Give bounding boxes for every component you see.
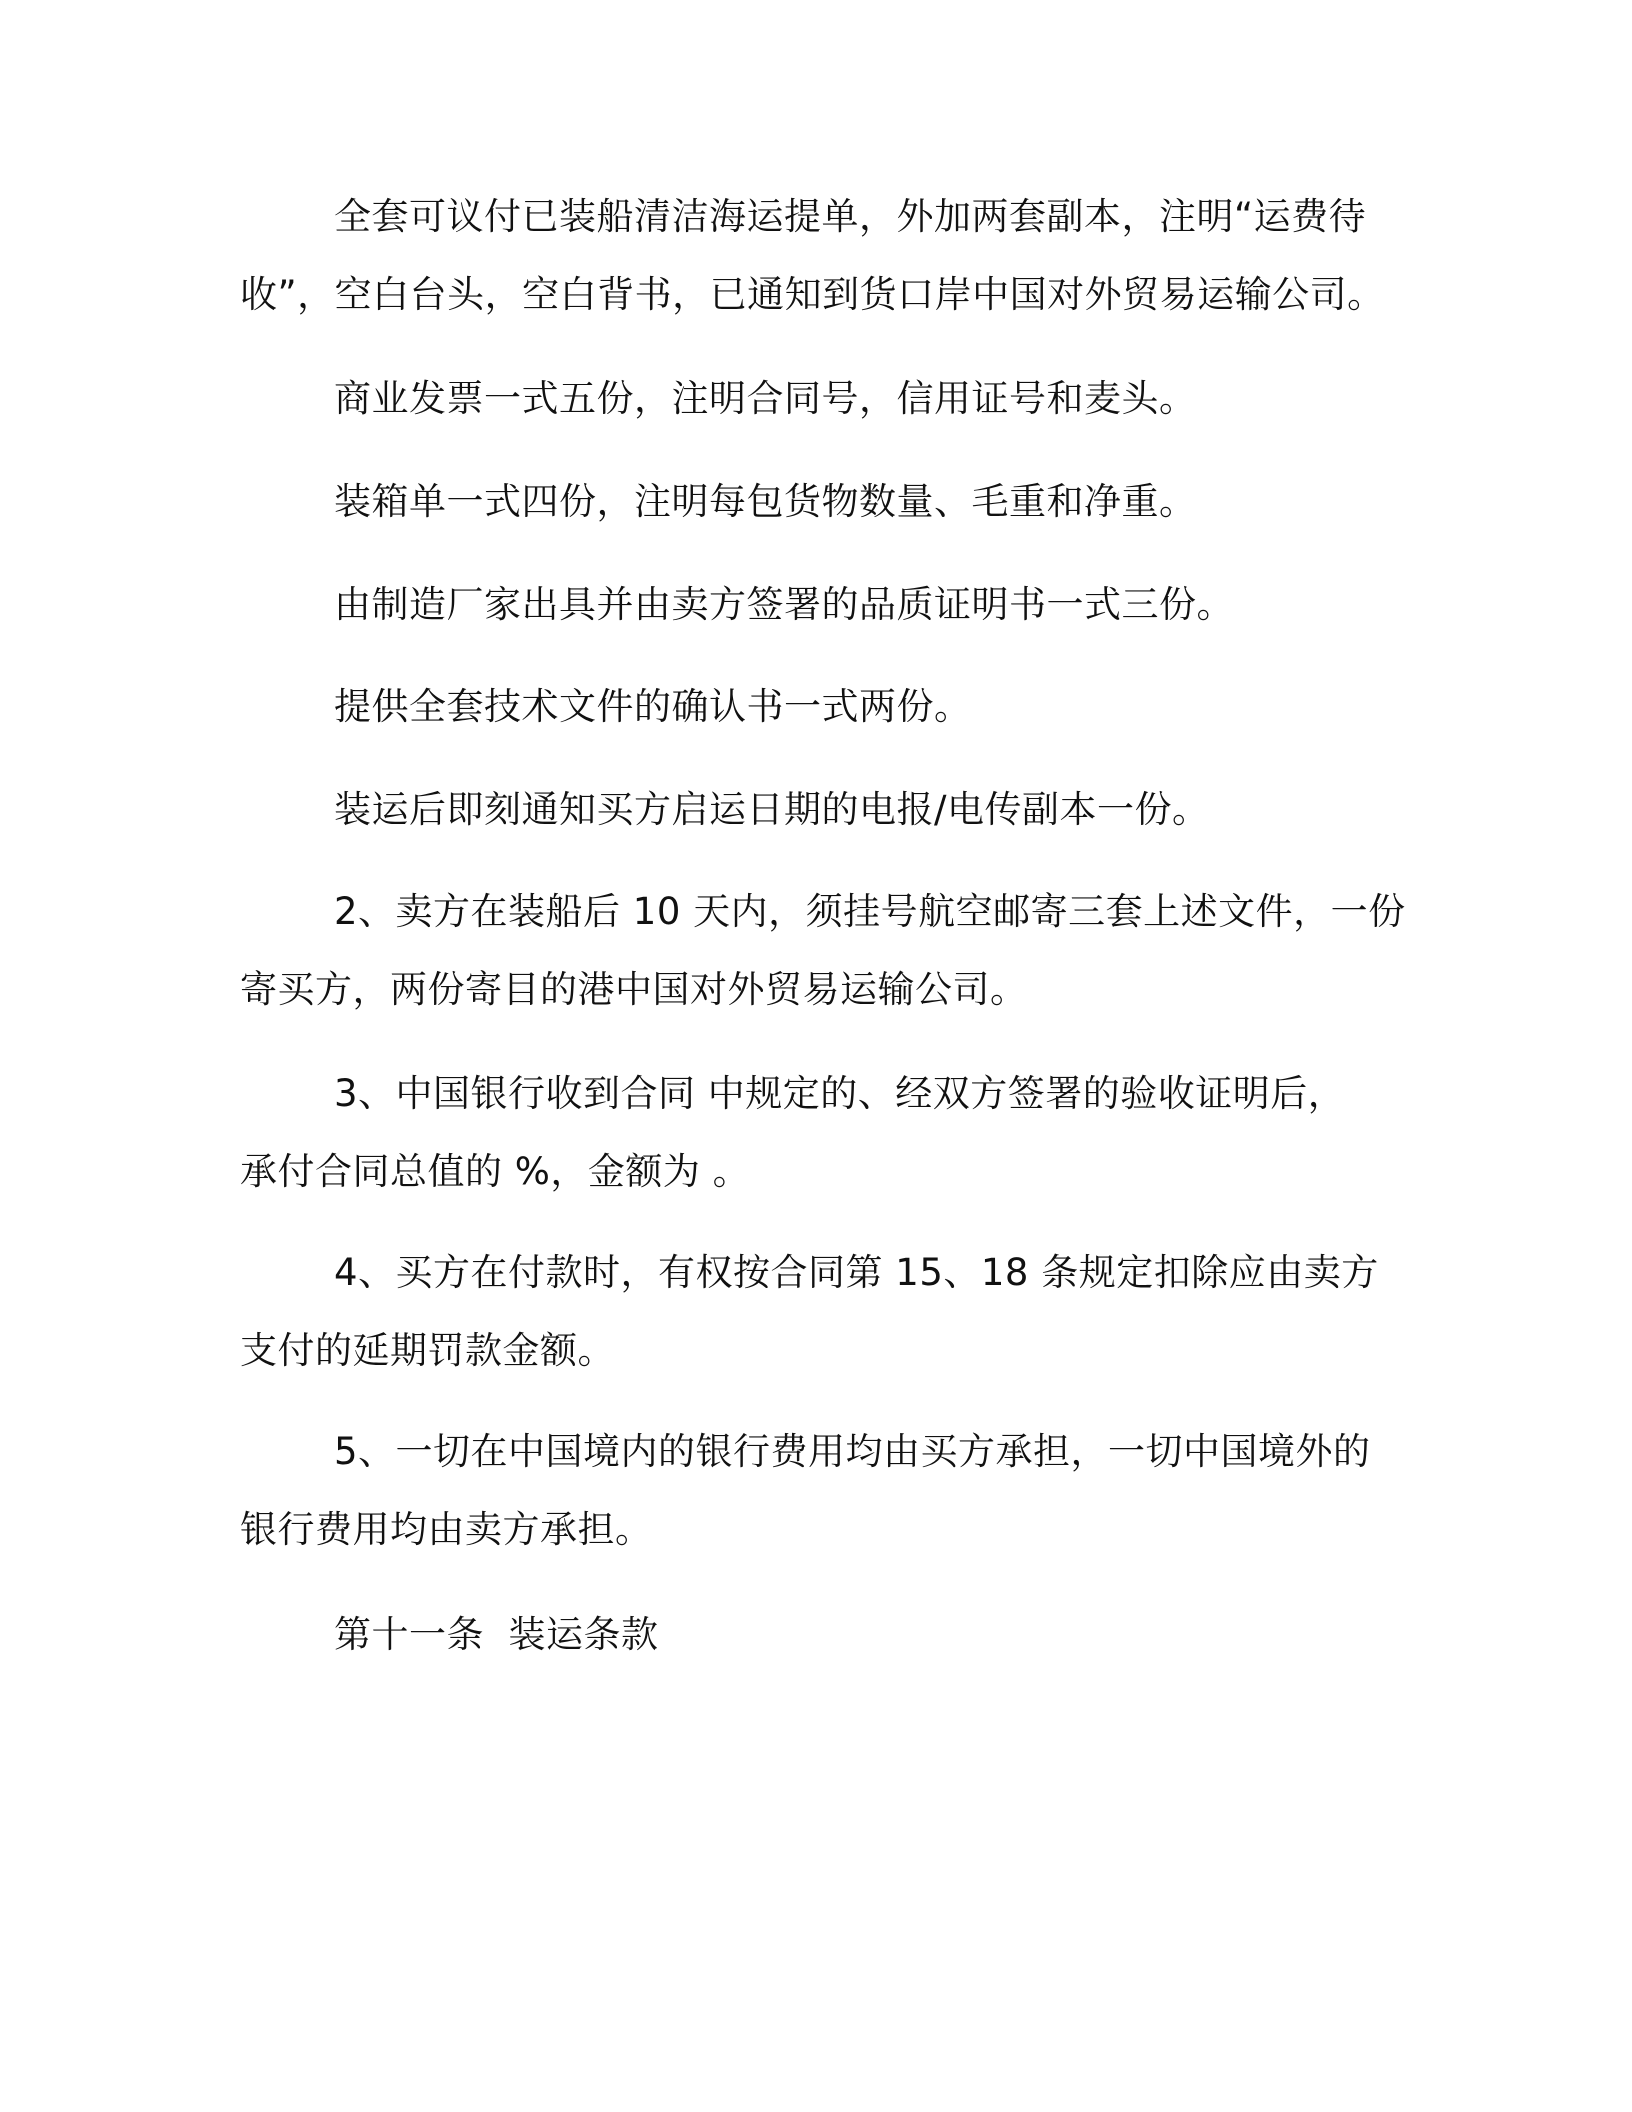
text-line: 寄买方，两份寄目的港中国对外贸易运输公司。 (240, 968, 1028, 1011)
text-line: 2、卖方在装船后 10 天内，须挂号航空邮寄三套上述文件，一份 (334, 890, 1406, 933)
paragraph-clause-3 (240, 1055, 1390, 1211)
text-line: 支付的延期罚款金额。 (240, 1329, 615, 1372)
text-line: 5、一切在中国境内的银行费用均由买方承担，一切中国境外的 (334, 1430, 1371, 1473)
text-line: 3、中国银行收到合同 中规定的、经双方签署的验收证明后， (334, 1072, 1346, 1115)
paragraph-clause-5 (240, 1413, 1390, 1569)
text-line: 商业发票一式五份，注明合同号，信用证号和麦头。 (334, 377, 1197, 420)
text-line: 全套可议付已装船清洁海运提单，外加两套副本，注明“运费待 (334, 195, 1367, 238)
text-line: 装运后即刻通知买方启运日期的电报/电传副本一份。 (334, 788, 1210, 831)
paragraph-packing-list (240, 463, 1390, 541)
text-line: 装箱单一式四份，注明每包货物数量、毛重和净重。 (334, 480, 1197, 523)
paragraph-commercial-invoice (240, 360, 1390, 438)
article-11-heading (240, 1596, 1390, 1674)
paragraph-clause-2 (240, 873, 1406, 1029)
text-line: 提供全套技术文件的确认书一式两份。 (334, 685, 972, 728)
text-line: 银行费用均由卖方承担。 (240, 1508, 653, 1551)
paragraph-shipment-notice (240, 771, 1390, 849)
section-heading: 第十一条 装运条款 (334, 1613, 659, 1656)
text-line: 承付合同总值的 %，金额为 。 (240, 1150, 751, 1193)
paragraph-technical-documents (240, 668, 1390, 746)
paragraph-quality-certificate (240, 566, 1390, 644)
paragraph-clause-4 (240, 1234, 1390, 1390)
text-line: 4、买方在付款时，有权按合同第 15、18 条规定扣除应由卖方 (334, 1251, 1379, 1294)
paragraph-bill-of-lading (240, 178, 1390, 334)
text-line: 收”，空白台头，空白背书，已通知到货口岸中国对外贸易运输公司。 (240, 273, 1385, 316)
text-line: 由制造厂家出具并由卖方签署的品质证明书一式三份。 (334, 583, 1234, 626)
